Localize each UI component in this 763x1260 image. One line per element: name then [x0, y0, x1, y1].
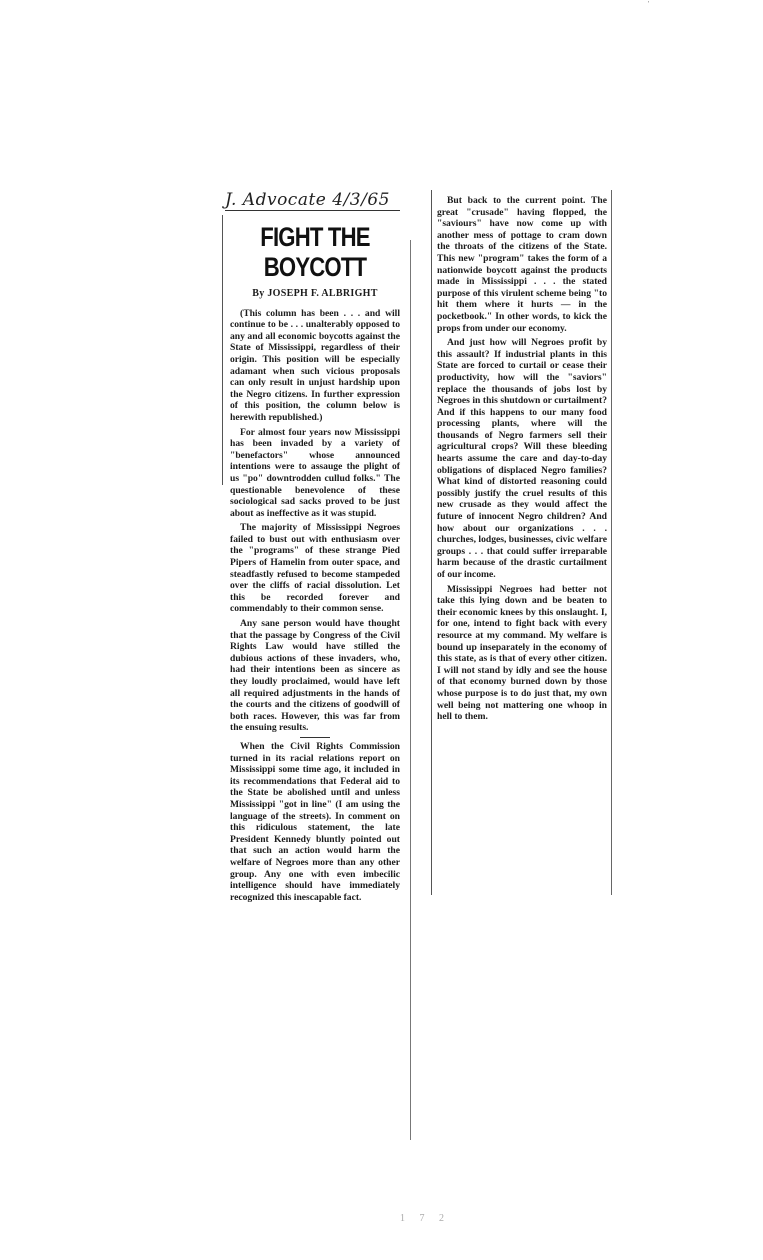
column-rule-right: [611, 190, 612, 895]
paragraph: For almost four years now Mississippi has been invaded by a variety of "benefactors" whose announced intentions were to assauge the plight of us "po" downtrodden cullud folks." The questionable benevolence of these sociological sad sacks proved to be just about as ineffective as it was stupid.: [230, 426, 400, 519]
paragraph: Mississippi Negroes had better not take this lying down and be beaten to their economic knees by this onslaught. I, for one, intend to fight back with every resource at my command. My welfare is bound up inseparately in the economy of this state, as is that of every other citizen. I will not stand by idly and see the house of that economy burned down by those whose purpose is to do just that, my own well being not mattering one whoop in hell to them.: [437, 583, 607, 723]
article-column-1: [230, 220, 400, 906]
paragraph: And just how will Negroes profit by this assault? If industrial plants in this State are forced to curtail or cease their productivity, how will the "saviors" replace the thousands of jobs lost by Negroes in this shutdown or curtailment? And if this happens to our many food processing plants, where will the thousands of Negro farmers sell their agricultural crops? Will these bleeding hearts assume the care and day-to-day obligations of displaced Negro families? What kind of distorted reasoning could possibly justify the cruel results of this new crusade as they would affect the future of innocent Negro children? And how about our organizations . . . churches, lodges, businesses, civic welfare groups . . . that could suffer irreparable harm because of the drastic curtailment of our income.: [437, 337, 607, 580]
paragraph: When the Civil Rights Commission turned in its racial relations report on Mississippi some time ago, it included in its recommendations that Federal aid to the State be abolished until and unless Mississippi "got in line" (I am using the language of the streets). In comment on this ridiculous statement, the late President Kennedy bluntly pointed out that such an action would harm the welfare of Negroes more than any other group. Any one with even imbecilic intelligence should have immediately recognized this inescapable fact.: [230, 740, 400, 903]
column-rule-left: [222, 215, 223, 485]
page-number: 1 7 2: [400, 1213, 450, 1224]
section-divider: [300, 737, 330, 738]
paragraph: But back to the current point. The great "crusade" having flopped, the "saviours" have now come up with another mess of pottage to cram down the throats of the citizens of the State. This new "program" takes the form of a nationwide boycott against the products made in Mississippi . . . the stated purpose of this virulent scheme being "to hit them where it hurts — in the pocketbook." In other words, to kick the props from under our economy.: [437, 195, 607, 334]
paragraph: (This column has been . . . and will continue to be . . . unalterably opposed to any and all economic boycotts against the State of Mississippi, regardless of their origin. This position will be especially adamant when such vicious proposals can only result in unjust hardship upon the Negro citizens. In further expression of this position, the column below is herewith republished.): [230, 307, 400, 423]
paragraph: Any sane person would have thought that the passage by Congress of the Civil Rights Law would have stilled the dubious actions of these invaders, who, had their intentions been as sincere as they loudly proclaimed, would have left all required adjustments in the hands of the courts and the citizens of goodwill of both races. However, this was far from the ensuing results.: [230, 618, 400, 734]
paragraph: The majority of Mississippi Negroes failed to bust out with enthusiasm over the "programs" of these strange Pied Pipers of Hamelin from outer space, and steadfastly refused to become stampeded over the cliffs of racial dissolution. Let this be recorded forever and commendably to their common sense.: [230, 522, 400, 615]
headline-line-2: BOYCOTT: [263, 252, 367, 282]
headline-line-1: FIGHT THE: [260, 222, 370, 252]
handwritten-source-note: J. Advocate 4/3/65: [225, 190, 400, 211]
headline: [245, 222, 384, 282]
column-rule-second-left: [431, 190, 432, 895]
scan-mark: ': [648, 0, 650, 8]
article-column-2: [437, 195, 607, 726]
column-rule-middle: [410, 240, 411, 1140]
byline: By JOSEPH F. ALBRIGHT: [252, 288, 378, 299]
